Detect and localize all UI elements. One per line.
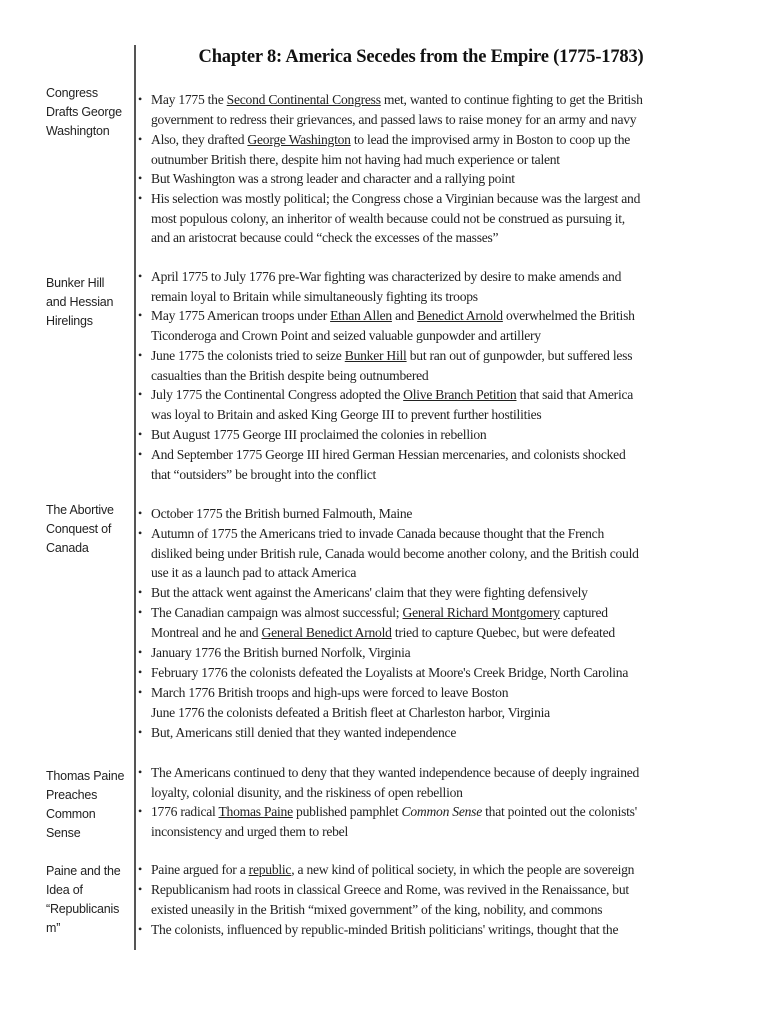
bullet-item — [138, 267, 738, 306]
section-label-line: Paine and the — [46, 864, 121, 878]
bullet-line — [138, 110, 738, 130]
bullet-line — [138, 703, 738, 723]
bullet-item — [138, 504, 738, 524]
bullet-item — [138, 860, 738, 880]
section-label-line: Hirelings — [46, 314, 93, 328]
text-segment: Republicanism had roots in classical Greece and Rome, was revived in the Renaissance, but — [151, 882, 629, 897]
text-segment: July 1775 the Continental Congress adopted the — [151, 387, 404, 402]
key-term: republic — [248, 862, 292, 877]
bullet-icon: • — [138, 447, 142, 461]
bullet-line — [138, 583, 738, 603]
bullet-icon: • — [138, 506, 142, 520]
bullet-line — [138, 326, 738, 346]
bullet-line — [138, 287, 738, 307]
bullet-item — [138, 603, 738, 642]
text-segment: that said that America — [516, 387, 634, 402]
bullet-line — [138, 346, 738, 366]
section-label-line: Canada — [46, 541, 89, 555]
bullet-icon: • — [138, 665, 142, 679]
text-segment: Also, they drafted — [151, 132, 248, 147]
text-segment: existed uneasily in the British “mixed government” of the king, nobility, and commons — [151, 901, 603, 917]
bullet-line — [138, 900, 738, 920]
bullet-line — [138, 860, 738, 880]
text-segment: to lead the improvised army in Boston to coop up the — [350, 132, 631, 147]
bullet-item — [138, 663, 738, 683]
bullet-item — [138, 445, 738, 484]
bullet-icon: • — [138, 191, 142, 205]
bullet-line — [138, 385, 738, 405]
key-term: General Richard Montgomery — [402, 605, 560, 620]
bullet-icon: • — [138, 526, 142, 540]
title-italic: Common Sense — [401, 804, 482, 819]
text-segment: loyalty, colonial disunity, and the riskiness of open rebellion — [151, 784, 463, 800]
text-segment: Paine argued for a — [151, 862, 249, 877]
text-segment: but ran out of gunpowder, but suffered less — [406, 348, 633, 363]
key-term: Second Continental Congress — [226, 92, 381, 107]
text-segment: The colonists, influenced by republic-minded British politicians' writings, thought that the — [151, 922, 619, 937]
text-segment: Ticonderoga and Crown Point and seized valuable gunpowder and artillery — [151, 327, 541, 343]
bullet-line — [138, 504, 738, 524]
bullet-icon: • — [138, 132, 142, 146]
text-segment: And September 1775 George III hired German Hessian mercenaries, and colonists shocked — [151, 447, 626, 462]
bullet-item — [138, 306, 738, 345]
text-segment: and an aristocrat because could “check the excesses of the masses” — [151, 230, 499, 246]
section-label — [46, 274, 136, 331]
section-label — [46, 862, 136, 938]
section-label-line: Sense — [46, 826, 81, 840]
bullet-item — [138, 169, 738, 189]
bullet-icon: • — [138, 308, 142, 322]
page-title: Chapter 8: America Secedes from the Empire (1775-1783) — [198, 47, 644, 67]
section-label-line: m” — [46, 921, 61, 935]
bullet-item — [138, 90, 738, 129]
text-segment: casualties than the British despite being outnumbered — [151, 367, 429, 383]
bullet-item — [138, 189, 738, 248]
bullet-line — [138, 723, 738, 743]
text-segment: was loyal to Britain and asked King George III to prevent further hostilities — [151, 406, 542, 422]
bullet-icon: • — [138, 605, 142, 619]
text-segment: But, Americans still denied that they wanted independence — [151, 725, 457, 740]
text-segment: overwhelmed the British — [502, 308, 635, 323]
key-term: Benedict Arnold — [417, 308, 503, 323]
bullet-line — [138, 306, 738, 326]
section-label-line: Thomas Paine — [46, 769, 125, 783]
bullet-line — [138, 623, 738, 643]
text-segment: most populous colony, an inheritor of wealth because could not be construed as pursuing it, — [151, 210, 625, 226]
bullet-item — [138, 583, 738, 603]
text-segment: His selection was mostly political; the Congress chose a Virginian because was the largest and — [151, 191, 641, 206]
text-segment: May 1775 the — [151, 92, 227, 107]
text-segment: The Canadian campaign was almost successful; — [151, 605, 403, 620]
section-label-line: Washington — [46, 124, 110, 138]
text-segment: met, wanted to continue fighting to get the British — [380, 92, 643, 107]
text-segment: The Americans continued to deny that they wanted independence because of deeply ingrained — [151, 765, 640, 780]
section-label-line: Conquest of — [46, 522, 112, 536]
bullet-line — [138, 465, 738, 485]
section-label-line: “Republicanis — [46, 902, 120, 916]
section-label-line: Bunker Hill — [46, 276, 105, 290]
text-segment: inconsistency and urged them to rebel — [151, 823, 348, 839]
text-segment: January 1776 the British burned Norfolk, Virginia — [151, 645, 411, 660]
bullet-line — [138, 405, 738, 425]
text-segment: government to redress their grievances, and passed laws to raise money for an army and navy — [151, 111, 637, 127]
bullet-line — [138, 267, 738, 287]
bullet-line — [138, 683, 738, 703]
section-label-line: Common — [46, 807, 96, 821]
bullet-icon: • — [138, 585, 142, 599]
text-segment: 1776 radical — [151, 804, 219, 819]
text-segment: Autumn of 1775 the Americans tried to invade Canada because thought that the French — [151, 526, 605, 541]
bullet-item — [138, 130, 738, 169]
bullet-line — [138, 783, 738, 803]
bullet-icon: • — [138, 882, 142, 896]
bullet-line — [138, 563, 738, 583]
bullet-item — [138, 425, 738, 445]
bullet-line — [138, 802, 738, 822]
text-segment: tried to capture Quebec, but were defeated — [391, 624, 615, 640]
section-label-line: Idea of — [46, 883, 83, 897]
bullet-item — [138, 524, 738, 583]
bullet-icon: • — [138, 171, 142, 185]
bullet-icon: • — [138, 387, 142, 401]
bullet-line — [138, 425, 738, 445]
bullet-line — [138, 150, 738, 170]
text-segment: But Washington was a strong leader and character and a rallying point — [151, 171, 515, 186]
bullet-item — [138, 643, 738, 663]
bullet-icon: • — [138, 92, 142, 106]
bullet-icon: • — [138, 348, 142, 362]
bullet-item — [138, 385, 738, 424]
text-segment: Montreal and he and — [151, 624, 262, 640]
text-segment: February 1776 the colonists defeated the Loyalists at Moore's Creek Bridge, North Carolina — [151, 665, 629, 680]
text-segment: disliked being under British rule, Canada would become another colony, and the British could — [151, 545, 639, 561]
key-term: Thomas Paine — [218, 804, 293, 819]
text-segment: remain loyal to Britain while simultaneously fighting its troops — [151, 288, 478, 304]
key-term: Ethan Allen — [330, 308, 392, 323]
bullet-icon: • — [138, 862, 142, 876]
bullet-icon: • — [138, 922, 142, 936]
bullet-item — [138, 683, 738, 722]
bullet-item — [138, 346, 738, 385]
bullet-line — [138, 920, 738, 940]
bullet-icon: • — [138, 804, 142, 818]
bullet-line — [138, 822, 738, 842]
bullet-line — [138, 663, 738, 683]
bullet-icon: • — [138, 269, 142, 283]
bullet-item — [138, 802, 738, 841]
bullet-line — [138, 209, 738, 229]
text-segment: June 1776 the colonists defeated a British fleet at Charleston harbor, Virginia — [151, 704, 550, 720]
bullet-item — [138, 763, 738, 802]
text-segment: June 1775 the colonists tried to seize — [151, 348, 345, 363]
bullet-line — [138, 228, 738, 248]
bullet-line — [138, 643, 738, 663]
key-term: General Benedict Arnold — [261, 624, 392, 640]
bullet-line — [138, 603, 738, 623]
text-segment: October 1775 the British burned Falmouth, Maine — [151, 506, 413, 521]
section-label-line: and Hessian — [46, 295, 114, 309]
bullet-item — [138, 880, 738, 919]
bullet-line — [138, 90, 738, 110]
text-segment: , a new kind of political society, in which the people are sovereign — [291, 862, 635, 877]
text-segment: May 1775 American troops under — [151, 308, 331, 323]
bullet-line — [138, 366, 738, 386]
key-term: George Washington — [247, 132, 351, 147]
bullet-line — [138, 544, 738, 564]
text-segment: outnumber British there, despite him not having had much experience or talent — [151, 151, 560, 167]
bullet-line — [138, 130, 738, 150]
text-segment: that pointed out the colonists' — [481, 804, 637, 819]
bullet-line — [138, 763, 738, 783]
bullet-icon: • — [138, 685, 142, 699]
text-segment: But August 1775 George III proclaimed the colonies in rebellion — [151, 427, 487, 442]
text-segment: published pamphlet — [292, 804, 402, 819]
section-label-line: Preaches — [46, 788, 98, 802]
key-term: Bunker Hill — [344, 348, 407, 363]
bullet-line — [138, 169, 738, 189]
text-segment: April 1775 to July 1776 pre-War fighting was characterized by desire to make amends and — [151, 269, 622, 284]
text-segment: that “outsiders” be brought into the conflict — [151, 466, 377, 482]
section-label-line: The Abortive — [46, 503, 114, 517]
section-label-line: Drafts George — [46, 105, 122, 119]
section-label — [46, 767, 136, 843]
bullet-item — [138, 723, 738, 743]
bullet-icon: • — [138, 765, 142, 779]
text-segment: captured — [559, 605, 608, 620]
bullet-item — [138, 920, 738, 940]
section-label-line: Congress — [46, 86, 98, 100]
bullet-icon: • — [138, 427, 142, 441]
text-segment: But the attack went against the Americans' claim that they were fighting defensively — [151, 585, 588, 600]
text-segment: and — [391, 308, 418, 323]
key-term: Olive Branch Petition — [403, 387, 517, 402]
bullet-icon: • — [138, 725, 142, 739]
bullet-icon: • — [138, 645, 142, 659]
bullet-line — [138, 445, 738, 465]
section-label — [46, 84, 136, 141]
bullet-line — [138, 880, 738, 900]
text-segment: March 1776 British troops and high-ups were forced to leave Boston — [151, 685, 509, 700]
bullet-line — [138, 524, 738, 544]
text-segment: use it as a launch pad to attack America — [151, 565, 357, 581]
section-label — [46, 501, 136, 558]
bullet-line — [138, 189, 738, 209]
